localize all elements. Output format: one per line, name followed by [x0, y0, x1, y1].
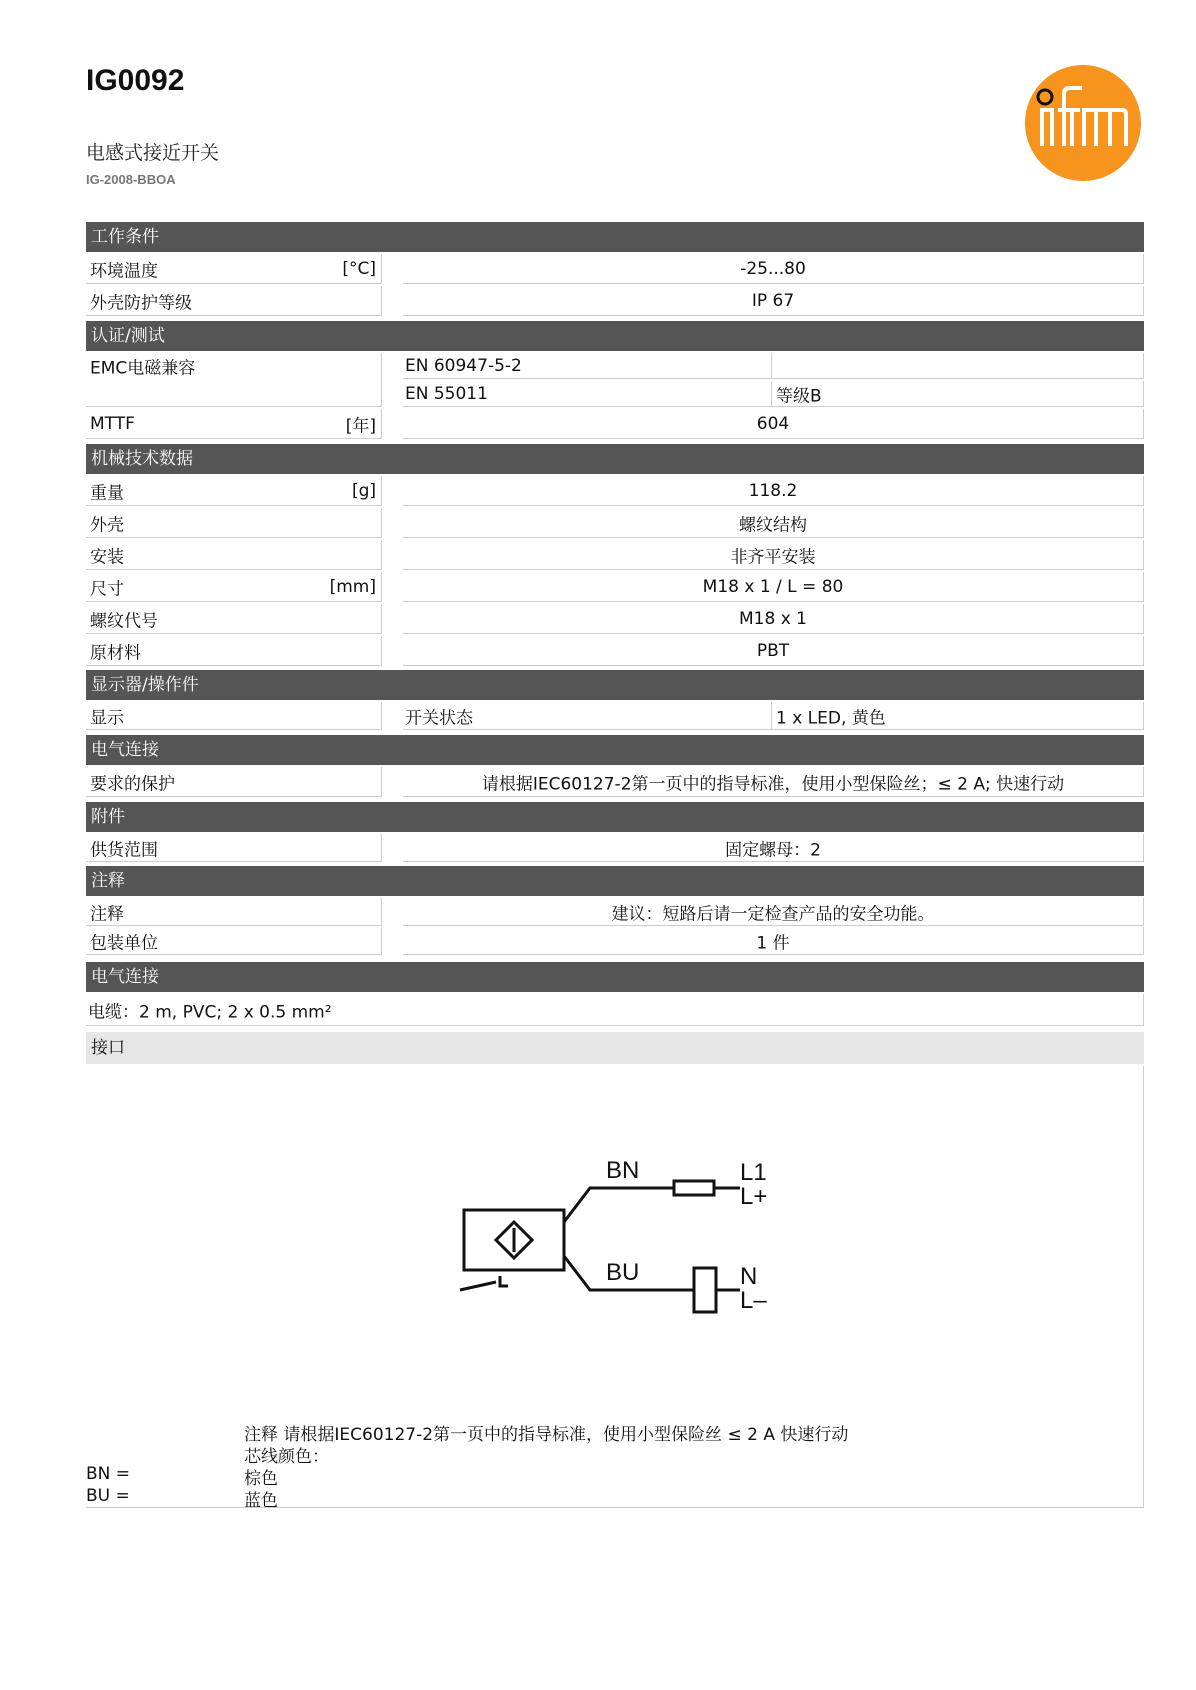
- cable-row: 电缆：2 m, PVC; 2 x 0.5 mm²: [86, 994, 1144, 1026]
- row-emc-class: 等级B: [772, 381, 1144, 407]
- row-housing-label: 外壳: [86, 508, 382, 538]
- product-title: IG0092: [86, 64, 185, 97]
- diagram-label-bu: BU: [606, 1259, 640, 1286]
- row-material-value: PBT: [403, 636, 1144, 666]
- fuse-icon: [674, 1181, 714, 1195]
- row-required-protection-label: 要求的保护: [86, 767, 382, 797]
- row-scope-label: 供货范围: [86, 834, 382, 862]
- row-packing-label: 包装单位: [86, 927, 382, 955]
- interface-header: 接口: [86, 1032, 1144, 1064]
- row-ambient-temp-value: -25...80: [403, 254, 1144, 284]
- row-weight-value: 118.2: [403, 476, 1144, 506]
- row-display-item: 开关状态: [403, 702, 772, 730]
- bu-key: BU =: [86, 1486, 130, 1506]
- section-header-operating: 工作条件: [86, 222, 1144, 252]
- row-note-label: 注释: [86, 898, 382, 926]
- row-protection-label: 外壳防护等级: [86, 286, 382, 316]
- bn-key: BN =: [86, 1464, 131, 1484]
- diagram-label-lminus: L–: [740, 1287, 767, 1314]
- section-header-remarks: 注释: [86, 866, 1144, 896]
- bu-color: 蓝色: [244, 1491, 278, 1511]
- diagram-label-lplus: L+: [740, 1183, 768, 1210]
- section-header-electrical: 电气连接: [86, 735, 1144, 765]
- row-protection-value: IP 67: [403, 286, 1144, 316]
- row-mounting-value: 非齐平安装: [403, 540, 1144, 570]
- row-scope-value: 固定螺母：2: [403, 834, 1144, 862]
- row-weight-label: 重量 [g]: [86, 476, 382, 506]
- section-header-mechanical: 机械技术数据: [86, 444, 1144, 474]
- row-dimensions-label: 尺寸 [mm]: [86, 572, 382, 602]
- bn-color: 棕色: [244, 1469, 278, 1489]
- product-code: IG-2008-BBOA: [86, 172, 176, 187]
- diagram-label-bn: BN: [606, 1157, 640, 1184]
- row-mttf-label: MTTF [年]: [86, 409, 382, 439]
- row-ambient-temp-label: 环境温度 [°C]: [86, 254, 382, 284]
- row-emc-std2: EN 55011: [403, 381, 772, 407]
- row-material-label: 原材料: [86, 636, 382, 666]
- switch-icon: [460, 1276, 508, 1290]
- row-packing-value: 1 件: [403, 927, 1144, 955]
- row-emc-std1: EN 60947-5-2: [403, 353, 772, 379]
- row-emc-label: EMC电磁兼容: [86, 353, 382, 407]
- bn-wire: [564, 1188, 674, 1222]
- product-subtitle: 电感式接近开关: [86, 142, 220, 164]
- row-dimensions-value: M18 x 1 / L = 80: [403, 572, 1144, 602]
- diagram-label-n: N: [740, 1263, 758, 1290]
- section-header-approvals: 认证/测试: [86, 321, 1144, 351]
- row-housing-value: 螺纹结构: [403, 508, 1144, 538]
- section-header-display: 显示器/操作件: [86, 670, 1144, 700]
- diagram-note: 注释 请根据IEC60127-2第一页中的指导标准，使用小型保险丝 ≤ 2 A 快速行动: [244, 1425, 849, 1445]
- section-header-connection: 电气连接: [86, 962, 1144, 992]
- row-display-value: 1 x LED, 黄色: [772, 702, 1144, 730]
- core-colors-label: 芯线颜色：: [244, 1447, 329, 1467]
- row-required-protection-value: 请根据IEC60127-2第一页中的指导标准，使用小型保险丝；≤ 2 A; 快速行动: [403, 767, 1144, 797]
- row-thread-value: M18 x 1: [403, 604, 1144, 634]
- row-thread-label: 螺纹代号: [86, 604, 382, 634]
- row-mttf-value: 604: [403, 409, 1144, 439]
- row-display-label: 显示: [86, 702, 382, 730]
- ifm-logo-icon: [1024, 64, 1142, 182]
- load-icon: [694, 1268, 716, 1312]
- diagram-label-l1: L1: [740, 1159, 767, 1186]
- section-header-accessories: 附件: [86, 802, 1144, 832]
- row-mounting-label: 安装: [86, 540, 382, 570]
- row-note-value: 建议：短路后请一定检查产品的安全功能。: [403, 898, 1144, 926]
- row-emc-std1-extra: [772, 353, 1144, 379]
